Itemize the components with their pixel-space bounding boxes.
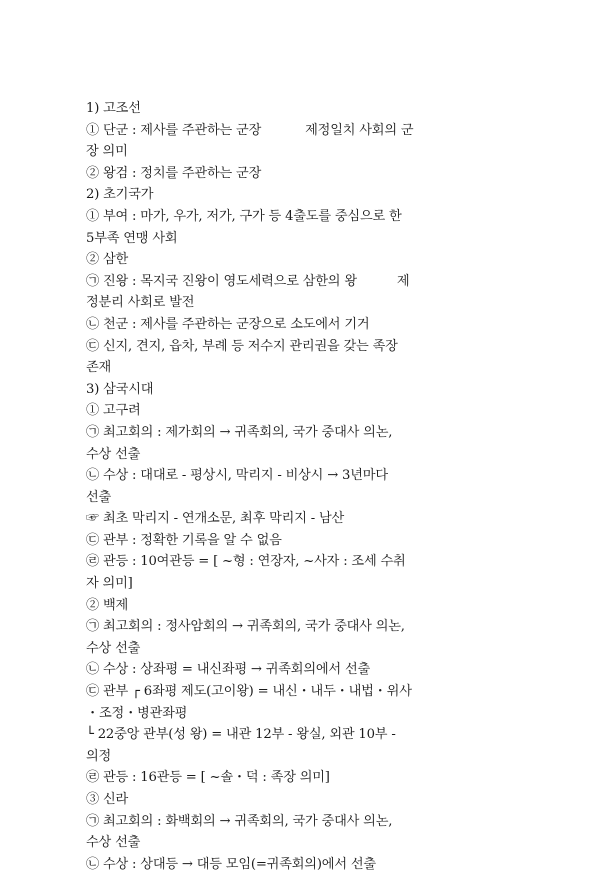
text-segment: 제: [396, 273, 410, 289]
text-line: ㉠ 최고회의 : 제가회의 → 귀족회의, 국가 중대사 의논,: [86, 424, 393, 440]
text-line: ㉡ 수상 : 상좌평 = 내신좌평 → 귀족회의에서 선출: [86, 662, 371, 678]
text-line: └ 22중앙 관부(성 왕) = 내관 12부 - 왕실, 외관 10부 -: [86, 727, 396, 743]
text-line: ② 왕검 : 정치를 주관하는 군장: [86, 165, 262, 181]
text-line: ☞ 최초 막리지 - 연개소문, 최후 막리지 - 남산: [86, 511, 345, 527]
text-line: ㉢ 신지, 견지, 읍차, 부례 등 저수지 관리권을 갖는 족장: [86, 338, 398, 354]
text-segment: 제정일치 사회의 군: [305, 122, 414, 138]
text-line: 수상 선출: [86, 835, 141, 851]
text-line: ③ 신라: [86, 792, 129, 807]
text-line: 정분리 사회로 발전: [86, 295, 195, 311]
text-line: 선출: [86, 489, 112, 505]
text-line: 자 의미]: [86, 576, 133, 592]
text-line: 2) 초기국가: [86, 187, 154, 203]
text-line: ① 부여 : 마가, 우가, 저가, 구가 등 4출도를 중심으로 한: [86, 208, 402, 224]
text-line: ㉡ 천군 : 제사를 주관하는 군장으로 소도에서 기거: [86, 316, 370, 332]
text-line: 5부족 연맹 사회: [86, 230, 178, 246]
text-line: 수상 선출: [86, 640, 141, 656]
text-segment: ① 단군 : 제사를 주관하는 군장: [86, 122, 262, 138]
text-line: ㉢ 관부 : 정확한 기록을 알 수 없음: [86, 532, 282, 548]
text-line: ① 고구려: [86, 403, 141, 419]
text-line: ・조정・병관좌평: [86, 705, 188, 721]
text-line: 1) 고조선: [86, 101, 141, 116]
text-line: ② 백제: [86, 597, 129, 613]
text-line: [86, 271, 511, 293]
text-line: 수상 선출: [86, 446, 141, 462]
text-segment: ㉠ 진왕 : 목지국 진왕이 영도세력으로 삼한의 왕: [86, 273, 357, 289]
text-line: ㉡ 수상 : 상대등 → 대등 모임(=귀족회의)에서 선출: [86, 856, 376, 872]
text-line: [86, 120, 511, 142]
text-line: 3) 삼국시대: [86, 381, 154, 397]
text-line: 장 의미: [86, 144, 128, 160]
text-line: ㉡ 수상 : 대대로 - 평상시, 막리지 - 비상시 → 3년마다: [86, 468, 388, 484]
text-line: 의정: [86, 748, 112, 764]
text-line: ㉠ 최고회의 : 정사암회의 → 귀족회의, 국가 중대사 의논,: [86, 619, 405, 635]
document-body: [86, 98, 511, 875]
text-line: ㉢ 관부 ┌ 6좌평 제도(고이왕) = 내신・내두・내법・위사: [86, 684, 412, 700]
text-line: ㉣ 관등 : 10여관등 = [ ~형 : 연장자, ~사자 : 조세 수취: [86, 554, 406, 570]
text-line: ㉠ 최고회의 : 화백회의 → 귀족회의, 국가 중대사 의논,: [86, 813, 393, 829]
text-line: 존재: [86, 360, 112, 376]
text-line: ㉣ 관등 : 16관등 = [ ~솔・덕 : 족장 의미]: [86, 770, 330, 786]
text-line: ② 삼한: [86, 252, 129, 268]
